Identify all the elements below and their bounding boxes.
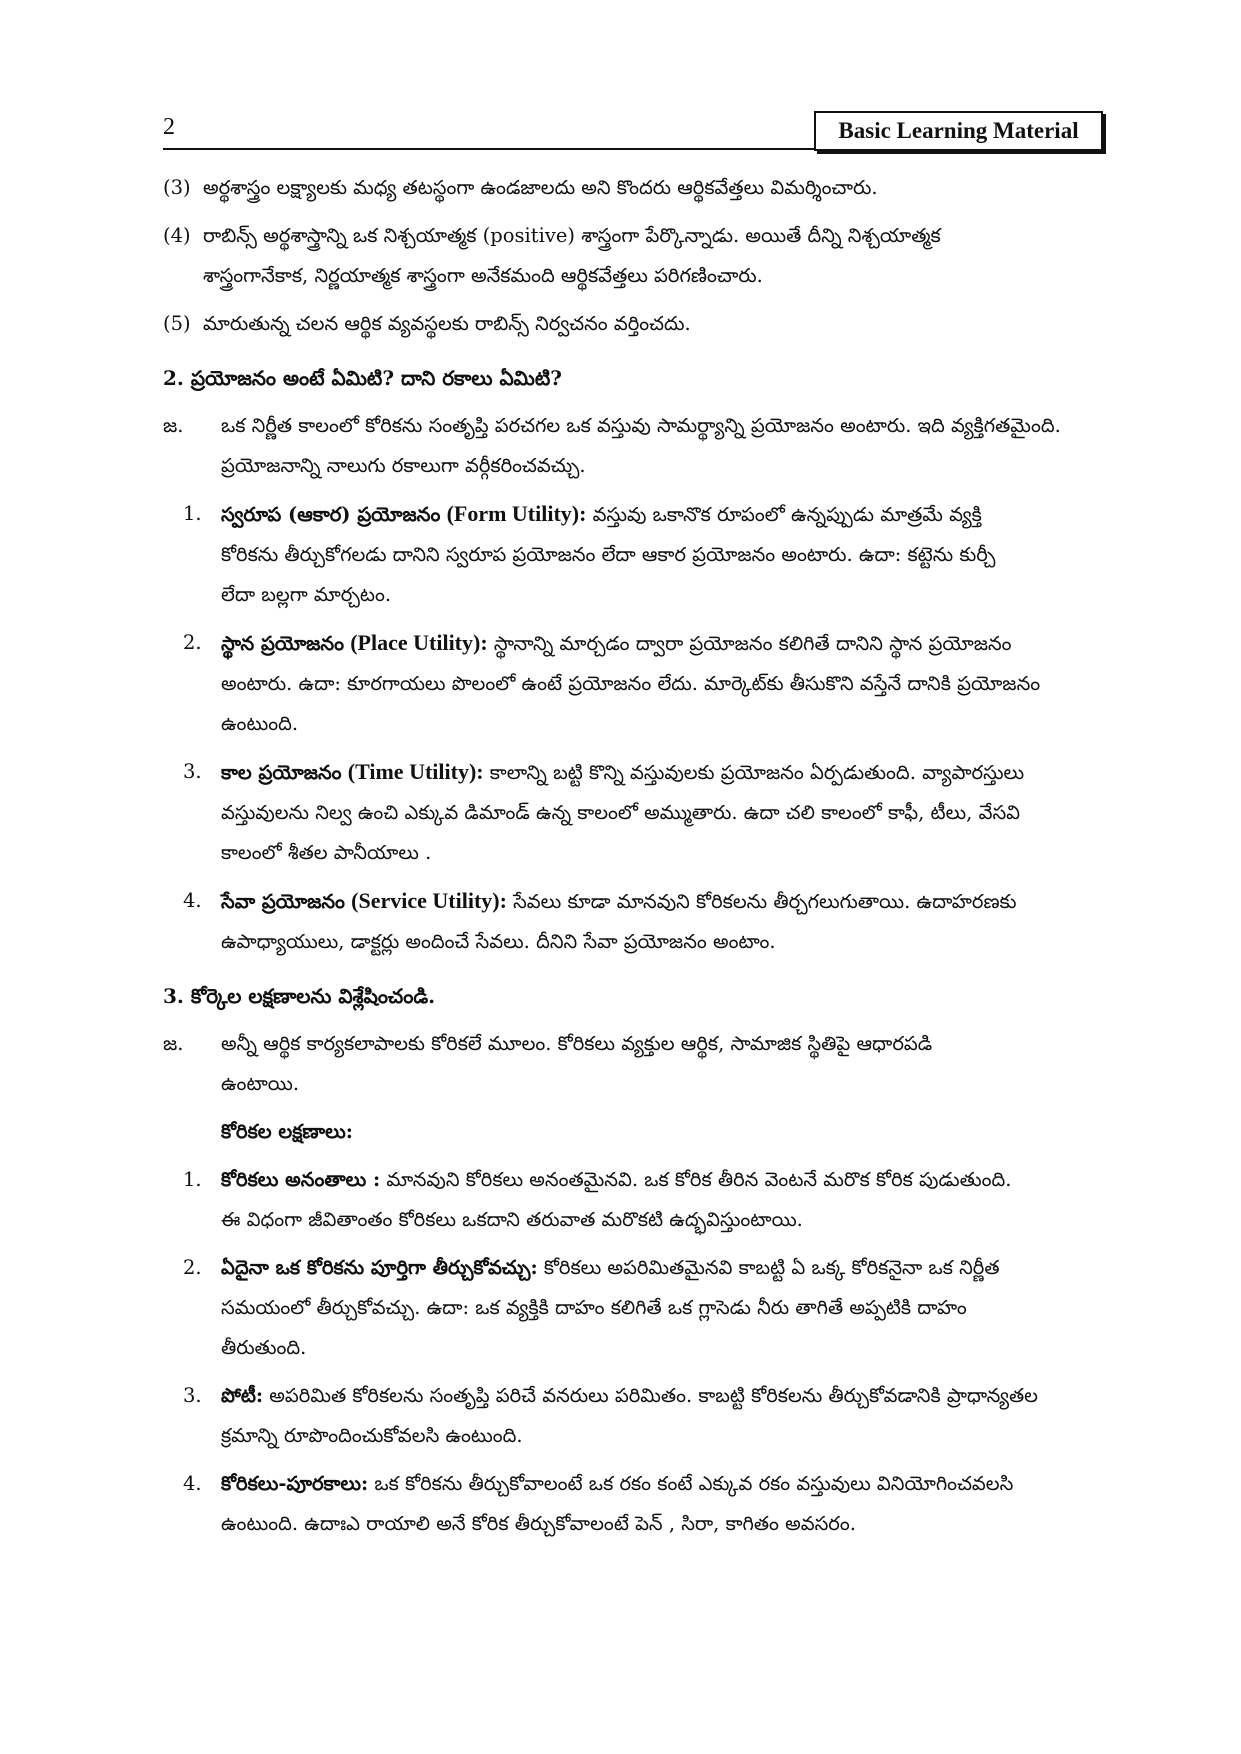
list-item xyxy=(163,494,1113,615)
intro-point xyxy=(163,216,1113,296)
item-term: కోరికలు-పూరకాలు: xyxy=(221,1472,369,1495)
point-line: అర్థశాస్త్రం లక్ష్యాలకు మధ్య తటస్థంగా ఉండజాలదు అని కొందరు ఆర్థికవేత్తలు విమర్శించారు. xyxy=(203,176,878,199)
answer-label: జ. xyxy=(163,1032,184,1055)
item-text: సేవలు కూడా మానవుని కోరికలను తీర్చగలుగుతాయి. ఉదాహరణకు xyxy=(506,890,1017,913)
item-term: స్వరూప (ఆకార) ప్రయోజనం xyxy=(221,503,441,526)
intro-point xyxy=(163,168,1113,208)
item-line: ఈ విధంగా జీవితాంతం కోరికలు ఒకదాని తరువాత మరొకటి ఉద్భవిస్తుంటాయి. xyxy=(221,1208,803,1231)
item-line: కాలంలో శీతల పానీయాలు . xyxy=(221,841,432,864)
point-line: మారుతున్న చలన ఆర్థిక వ్యవస్థలకు రాబిన్స్ నిర్వచనం వర్తించదు. xyxy=(203,312,691,335)
item-number: 4. xyxy=(183,1472,202,1495)
point-number: (4) xyxy=(163,224,191,247)
answer-line: అన్నీ ఆర్థిక కార్యకలాపాలకు కోరికలే మూలం. కోరికలు వ్యక్తుల ఆర్థిక, సామాజిక స్థితిపై ఆధారపడి xyxy=(221,1032,933,1055)
answer-label: జ. xyxy=(163,414,184,437)
page-content xyxy=(163,168,1113,1544)
item-line: తీరుతుంది. xyxy=(221,1336,307,1359)
item-number: 2. xyxy=(183,631,202,654)
point-line: రాబిన్స్ అర్థశాస్త్రాన్ని ఒక నిశ్చయాత్మక (positive) శాస్త్రంగా పేర్కొన్నాడు. అయితే దీన్ని నిశ్చయాత్మక xyxy=(203,224,941,247)
item-text: మానవుని కోరికలు అనంతమైనవి. ఒక కోరిక తీరిన వెంటనే మరొక కోరిక పుడుతుంది. xyxy=(380,1168,1012,1191)
item-line: ఉపాధ్యాయులు, డాక్టర్లు అందించే సేవలు. దీనిని సేవా ప్రయోజనం అంటాం. xyxy=(221,930,776,953)
item-term-en: (Time Utility): xyxy=(347,759,484,784)
item-line: ఉంటుంది. ఉదాఃఎ రాయాలి అనే కోరిక తీర్చుకోవాలంటే పెన్ , సిరా, కాగితం అవసరం. xyxy=(221,1512,856,1535)
item-term: ఏదైనా ఒక కోరికను పూర్తిగా తీర్చుకోవచ్చు: xyxy=(221,1256,538,1279)
item-line: కోరికను తీర్చుకోగలడు దానిని స్వరూప ప్రయోజనం లేదా ఆకార ప్రయోజనం అంటారు. ఉదా: కట్టెను కుర్చీ xyxy=(221,543,996,566)
list-item xyxy=(163,752,1113,873)
list-item xyxy=(163,881,1113,962)
item-text: కోరికలు అపరిమితమైనవి కాబట్టి ఏ ఒక్క కోరికనైనా ఒక నిర్ణీత xyxy=(537,1256,1000,1279)
item-term: సేవా ప్రయోజనం xyxy=(221,890,345,913)
header-title: Basic Learning Material xyxy=(838,118,1079,143)
item-term: పోటీ: xyxy=(221,1384,264,1407)
item-line: ఉంటుంది. xyxy=(221,712,299,735)
list-item xyxy=(163,1248,1113,1368)
item-line: సమయంలో తీర్చుకోవచ్చు. ఉదా: ఒక వ్యక్తికి దాహం కలిగితే ఒక గ్లాసెడు నీరు తాగితే అప్పటికి దాహం xyxy=(221,1296,967,1319)
item-number: 4. xyxy=(183,889,202,912)
item-line: లేదా బల్లగా మార్చటం. xyxy=(221,583,392,606)
item-number: 2. xyxy=(183,1256,202,1279)
item-term: కాల ప్రయోజనం xyxy=(221,761,342,784)
page-number: 2 xyxy=(163,114,175,140)
item-line: క్రమాన్ని రూపొందించుకోవలసి ఉంటుంది. xyxy=(221,1424,523,1447)
item-term-en: (Form Utility): xyxy=(446,501,587,526)
item-number: 3. xyxy=(183,1384,202,1407)
question-heading: 3. కోర్కెల లక్షణాలను విశ్లేషించండి. xyxy=(163,984,436,1008)
point-number: (3) xyxy=(163,176,191,199)
item-term-en: (Service Utility): xyxy=(351,888,507,913)
point-number: (5) xyxy=(163,312,191,335)
list-item xyxy=(163,1376,1113,1456)
item-number: 1. xyxy=(183,502,202,525)
header-rule xyxy=(163,148,815,150)
answer-line: ఉంటాయి. xyxy=(221,1072,300,1095)
list-item xyxy=(163,623,1113,744)
item-text: అపరిమిత కోరికలను సంతృప్తి పరిచే వనరులు పరిమితం. కాబట్టి కోరికలను తీర్చుకోవడానికి ప్రాధాన్యతల xyxy=(263,1384,1039,1407)
item-text: వస్తువు ఒకానొక రూపంలో ఉన్నప్పుడు మాత్రమే వ్యక్తి xyxy=(586,503,982,526)
list-item xyxy=(163,1464,1113,1544)
item-term: కోరికలు అనంతాలు : xyxy=(221,1168,381,1191)
question-heading: 2. ప్రయోజనం అంటే ఏమిటి? దాని రకాలు ఏమిటి? xyxy=(163,366,562,390)
item-number: 1. xyxy=(183,1168,202,1191)
item-term-en: (Place Utility): xyxy=(350,630,488,655)
item-line: అంటారు. ఉదా: కూరగాయలు పొలంలో ఉంటే ప్రయోజనం లేదు. మార్కెట్‌కు తీసుకొని వస్తేనే దానికి ప్రయోజనం xyxy=(221,672,1041,695)
item-number: 3. xyxy=(183,760,202,783)
item-term: స్థాన ప్రయోజనం xyxy=(221,632,345,655)
answer-line: ప్రయోజనాన్ని నాలుగు రకాలుగా వర్గీకరించవచ్చు. xyxy=(221,454,586,477)
item-line: వస్తువులను నిల్వ ఉంచి ఎక్కువ డిమాండ్ ఉన్న కాలంలో అమ్ముతారు. ఉదా చలి కాలంలో కాఫీ, టీలు, వేసవి xyxy=(221,801,1020,824)
item-text: ఒక కోరికను తీర్చుకోవాలంటే ఒక రకం కంటే ఎక్కువ రకం వస్తువులు వినియోగించవలసి xyxy=(368,1472,1014,1495)
item-text: స్థానాన్ని మార్చడం ద్వారా ప్రయోజనం కలిగితే దానిని స్థాన ప్రయోజనం xyxy=(487,632,1012,655)
answer-block xyxy=(163,1024,1113,1152)
header-title-box xyxy=(814,111,1103,151)
answer-line: ఒక నిర్ణీత కాలంలో కోరికను సంతృప్తి పరచగల ఒక వస్తువు సామర్థ్యాన్ని ప్రయోజనం అంటారు. ఇది వ్యక్తిగతమైంది. xyxy=(221,414,1061,437)
item-text: కాలాన్ని బట్టి కొన్ని వస్తువులకు ప్రయోజనం ఏర్పడుతుంది. వ్యాపారస్తులు xyxy=(483,761,1025,784)
subheading: కోరికల లక్షణాలు: xyxy=(221,1120,353,1143)
answer-block xyxy=(163,406,1113,486)
list-item xyxy=(163,1160,1113,1240)
point-line: శాస్త్రంగానేకాక, నిర్ణయాత్మక శాస్త్రంగా అనేకమంది ఆర్థికవేత్తలు పరిగణించారు. xyxy=(203,264,763,287)
intro-point xyxy=(163,304,1113,344)
